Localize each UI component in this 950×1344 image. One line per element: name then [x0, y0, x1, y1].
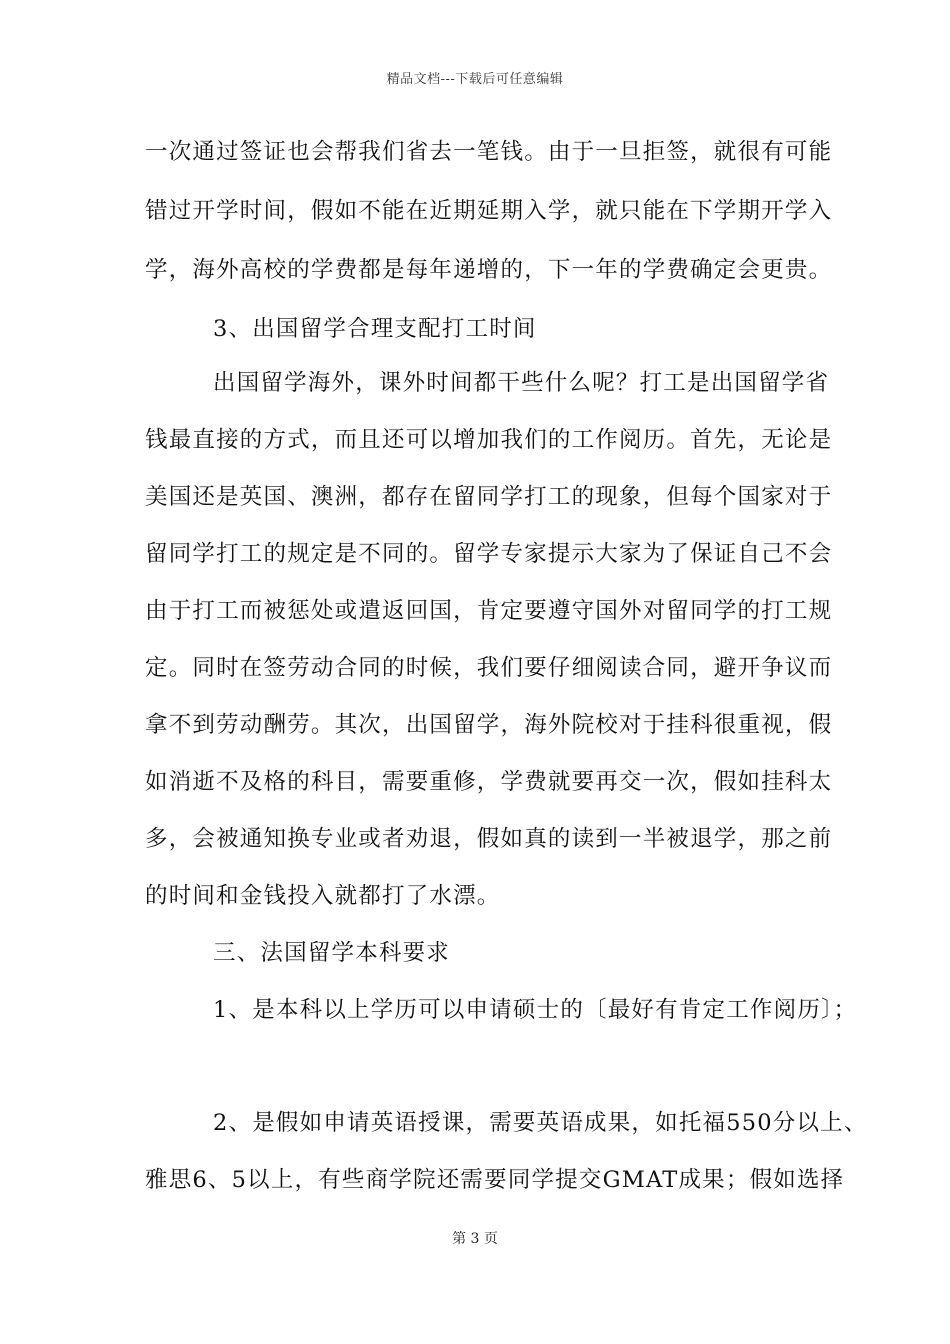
text-line: 1、是本科以上学历可以申请硕士的〔最好有肯定工作阅历〕； [213, 997, 858, 1023]
text-line: 的时间和金钱投入就都打了水漂。 [145, 883, 501, 909]
text-line: 出国留学海外，课外时间都干些什么呢？打工是出国留学省 [213, 370, 830, 396]
text-line: 2、是假如申请英语授课，需要英语成果，如托福550分以上、 [213, 1110, 868, 1136]
text-line: 钱最直接的方式，而且还可以增加我们的工作阅历。首先，无论是 [145, 427, 833, 453]
text-line: 留同学打工的规定是不同的。留学专家提示大家为了保证自己不会 [145, 541, 833, 567]
text-line: 定。同时在签劳动合同的时候，我们要仔细阅读合同，避开争议而 [145, 655, 833, 681]
text-line: 由于打工而被惩处或遣返回国，肯定要遵守国外对留同学的打工规 [145, 598, 833, 624]
text-line: 学，海外高校的学费都是每年递增的，下一年的学费确定会更贵。 [145, 257, 833, 283]
text-line: 拿不到劳动酬劳。其次，出国留学，海外院校对于挂科很重视，假 [145, 712, 833, 738]
text-line: 美国还是英国、澳洲，都存在留同学打工的现象，但每个国家对于 [145, 484, 833, 510]
text-line: 一次通过签证也会帮我们省去一笔钱。由于一旦拒签，就很有可能 [145, 139, 833, 165]
text-line: 雅思6、5以上，有些商学院还需要同学提交GMAT成果；假如选择 [145, 1167, 845, 1193]
text-line: 多，会被通知换专业或者劝退，假如真的读到一半被退学，那之前 [145, 826, 833, 852]
section-heading: 三、法国留学本科要求 [213, 940, 451, 966]
text-line: 如消逝不及格的科目，需要重修，学费就要再交一次，假如挂科太 [145, 769, 833, 795]
page-number: 第 3 页 [452, 1231, 498, 1247]
page-header: 精品文档---下载后可任意编辑 [386, 72, 564, 87]
text-line: 错过开学时间，假如不能在近期延期入学，就只能在下学期开学入 [145, 198, 833, 224]
section-heading: 3、出国留学合理支配打工时间 [213, 316, 537, 342]
